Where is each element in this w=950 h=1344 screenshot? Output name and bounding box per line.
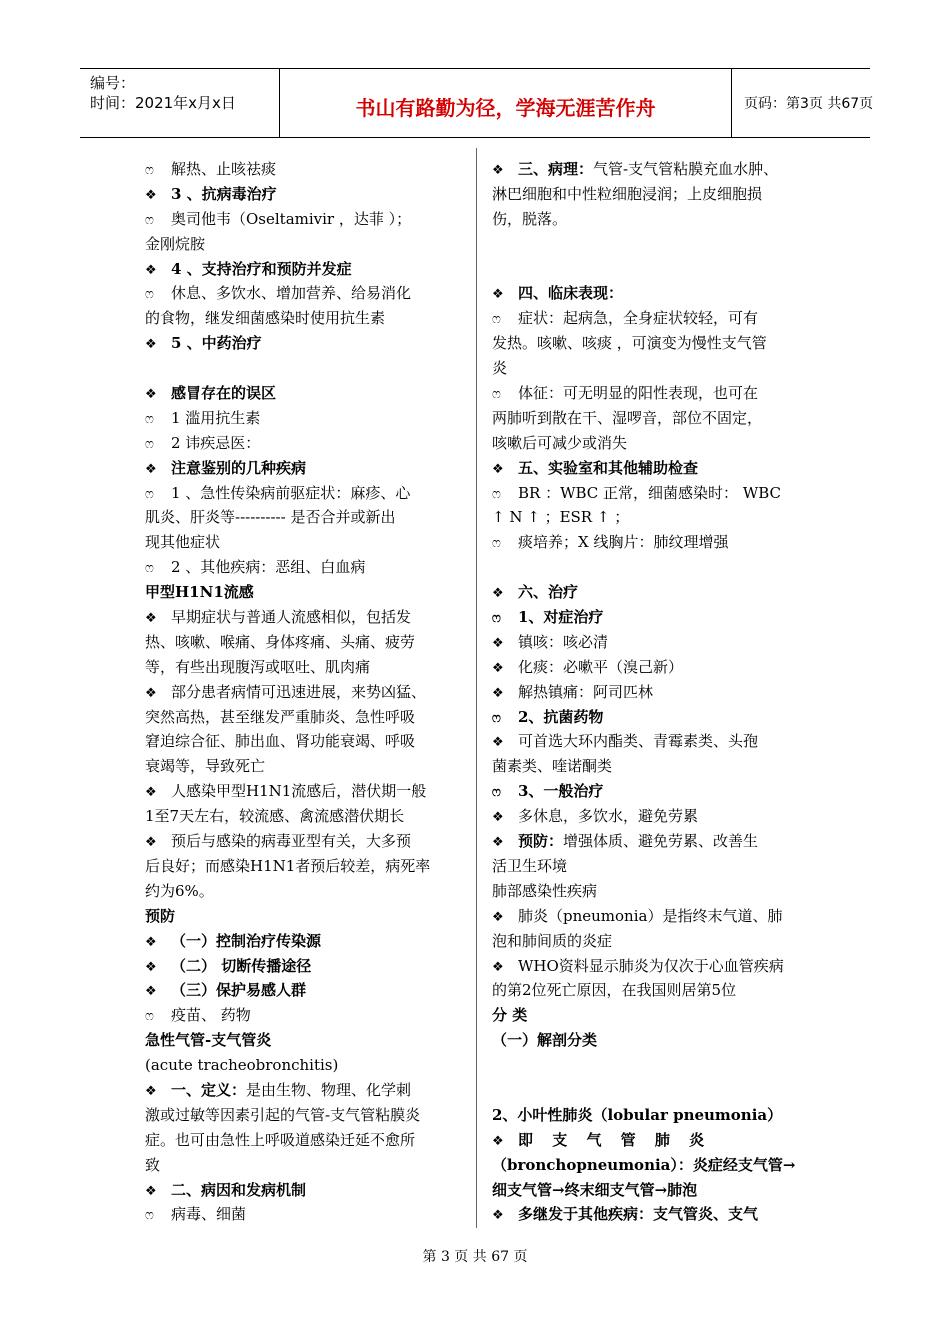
- text-line: 化痰：必嗽平（溴己新）: [518, 657, 684, 676]
- text-line: 体征：可无明显的阳性表现，也可在: [518, 384, 759, 403]
- text-line: (acute tracheobronchitis): [145, 1056, 339, 1075]
- section-heading: （一）解剖分类: [492, 1031, 598, 1050]
- text-line: 症状：起病急，全身症状较轻，可有: [518, 309, 759, 328]
- text-line: 气管-支气管粘膜充血水肿、: [593, 160, 779, 178]
- text-line: 现其他症状: [145, 533, 221, 552]
- section-heading: 二、病因和发病机制: [171, 1180, 307, 1199]
- diamond-bullet-icon: ❖: [145, 611, 157, 627]
- section-heading: 2、抗菌药物: [518, 707, 604, 726]
- swirl-bullet-icon: ෆ: [145, 163, 154, 178]
- term-label: 预防：: [518, 832, 564, 851]
- section-heading: 注意鉴别的几种疾病: [171, 458, 307, 477]
- swirl-bullet-icon: ෆ: [492, 785, 501, 801]
- text-line: 预后与感染的病毒亚型有关，大多预: [171, 832, 412, 851]
- diamond-bullet-icon: ❖: [492, 909, 504, 925]
- text-line: 肺炎（pneumonia）是指终末气道、肺: [518, 906, 783, 925]
- diamond-bullet-icon: ❖: [492, 810, 504, 826]
- section-heading: 2、小叶性肺炎（lobular pneumonia）: [492, 1105, 783, 1124]
- swirl-bullet-icon: ෆ: [492, 312, 501, 328]
- section-heading: 1、对症治疗: [518, 608, 604, 627]
- text-line: 疫苗、 药物: [171, 1006, 251, 1025]
- swirl-bullet-icon: ෆ: [145, 1208, 154, 1224]
- text-line: 肌炎、肝炎等---------- 是否合并或新出: [145, 508, 396, 527]
- text-line: （bronchopneumonia）：炎症经支气管→: [492, 1155, 796, 1174]
- section-heading: （三）保护易感人群: [171, 981, 307, 1000]
- swirl-bullet-icon: ෆ: [492, 611, 501, 627]
- right-column: [492, 157, 812, 1227]
- text-line: 休息、多饮水、增加营养、给易消化: [171, 284, 412, 303]
- diamond-bullet-icon: ❖: [145, 262, 157, 278]
- diamond-bullet-icon: ❖: [145, 1183, 157, 1199]
- diamond-bullet-icon: ❖: [492, 959, 504, 975]
- doc-number: 编号：: [90, 74, 136, 92]
- text-line: 后良好；而感染H1N1者预后较差，病死率: [145, 856, 431, 875]
- text-line: 2 讳疾忌医：: [171, 433, 261, 452]
- text-line: 解热镇痛：阿司匹林: [518, 682, 654, 701]
- diamond-bullet-icon: ❖: [145, 785, 157, 801]
- text-line: 等，有些出现腹泻或呕吐、肌肉痛: [145, 657, 371, 676]
- text-line: 1 滥用抗生素: [171, 408, 261, 427]
- text-line: 泡和肺间质的炎症: [492, 931, 613, 950]
- diamond-bullet-icon: ❖: [492, 287, 504, 303]
- text-line: 衰竭等，导致死亡: [145, 757, 266, 776]
- section-heading: （二） 切断传播途径: [171, 956, 312, 975]
- text-line: WHO资料显示肺炎为仅次于心血管疾病: [518, 956, 784, 975]
- text-line: 奥司他韦（Oseltamivir ，达菲 ）；: [171, 209, 412, 228]
- section-heading: 5 、中药治疗: [171, 334, 262, 353]
- diamond-bullet-icon: ❖: [492, 1208, 504, 1224]
- diamond-bullet-icon: ❖: [492, 660, 504, 676]
- term-label: 一、定义：: [171, 1080, 247, 1099]
- text-line: 淋巴细胞和中性粒细胞浸润；上皮细胞损: [492, 184, 763, 203]
- text-line: 激或过敏等因素引起的气管-支气管粘膜炎: [145, 1105, 421, 1124]
- section-heading: 3 、抗病毒治疗: [171, 184, 277, 203]
- diamond-bullet-icon: ❖: [145, 337, 157, 353]
- section-heading: 甲型H1N1流感: [145, 583, 254, 602]
- section-heading: 预防: [145, 906, 176, 925]
- diamond-bullet-icon: ❖: [145, 187, 157, 203]
- text-line: 突然高热，甚至继发严重肺炎、急性呼吸: [145, 707, 416, 726]
- diamond-bullet-icon: ❖: [492, 1133, 504, 1149]
- text-line: 可首选大环内酯类、青霉素类、头孢: [518, 732, 759, 751]
- term-label: 三、病理：: [518, 160, 594, 178]
- diamond-bullet-icon: ❖: [492, 586, 504, 602]
- section-heading: 即 支 气 管 肺 炎: [518, 1130, 705, 1149]
- header-page-info: 页码：第3页 共67页: [744, 96, 874, 112]
- swirl-bullet-icon: ෆ: [145, 486, 154, 502]
- section-heading: 3、一般治疗: [518, 782, 604, 801]
- swirl-bullet-icon: ෆ: [145, 1009, 154, 1025]
- text-line: 肺部感染性疾病: [492, 881, 598, 900]
- text-line: 伤，脱落。: [492, 209, 568, 228]
- text-line: 早期症状与普通人流感相似，包括发: [171, 608, 412, 627]
- text-line: 人感染甲型H1N1流感后，潜伏期一般: [171, 782, 427, 801]
- swirl-bullet-icon: ෆ: [492, 486, 501, 502]
- text-line: 病毒、细菌: [171, 1205, 247, 1224]
- diamond-bullet-icon: ❖: [145, 959, 157, 975]
- text-line: 增强体质、避免劳累、改善生: [563, 832, 759, 851]
- text-line: 的食物，继发细菌感染时使用抗生素: [145, 309, 386, 328]
- diamond-bullet-icon: ❖: [145, 685, 157, 701]
- text-line: 两肺听到散在干、湿啰音，部位不固定，: [492, 408, 763, 427]
- text-line: 是由生物、物理、化学刺: [246, 1080, 412, 1099]
- section-heading: 感冒存在的误区: [171, 384, 277, 403]
- text-line: 炎: [492, 359, 508, 378]
- diamond-bullet-icon: ❖: [145, 934, 157, 950]
- text-line: 约为6%。: [145, 881, 214, 900]
- text-line: 咳嗽后可减少或消失: [492, 433, 628, 452]
- diamond-bullet-icon: ❖: [145, 1083, 157, 1099]
- text-line: 症。也可由急性上呼吸道感染迁延不愈所: [145, 1130, 416, 1149]
- text-line: 2 、其他疾病：恶组、白血病: [171, 558, 366, 577]
- text-line: ↑ N ↑ ；ESR ↑ ；: [492, 508, 630, 527]
- section-heading: 五、实验室和其他辅助检查: [518, 458, 699, 477]
- text-line: 热、咳嗽、喉痛、身体疼痛、头痛、疲劳: [145, 632, 416, 651]
- text-line: 解热、止咳祛痰: [171, 160, 277, 178]
- section-heading: 急性气管-支气管炎: [145, 1031, 272, 1050]
- column-divider: [476, 148, 477, 1228]
- diamond-bullet-icon: ❖: [145, 387, 157, 403]
- swirl-bullet-icon: ෆ: [145, 287, 154, 303]
- section-heading: 六、治疗: [518, 583, 579, 602]
- header-motto: 书山有路勤为径，学海无涯苦作舟: [280, 69, 732, 137]
- text-line: 金刚烷胺: [145, 234, 206, 253]
- left-column: [145, 157, 463, 1227]
- text-line: 1至7天左右，较流感、禽流感潜伏期长: [145, 807, 405, 826]
- diamond-bullet-icon: ❖: [492, 635, 504, 651]
- section-heading: （一）控制治疗传染源: [171, 931, 322, 950]
- diamond-bullet-icon: ❖: [145, 461, 157, 477]
- section-heading: 4 、支持治疗和预防并发症: [171, 259, 352, 278]
- text-line: BR ：WBC 正常，细菌感染时： WBC: [518, 483, 782, 502]
- text-line: 菌素类、喹诺酮类: [492, 757, 613, 776]
- header-meta: [80, 69, 280, 137]
- diamond-bullet-icon: ❖: [492, 685, 504, 701]
- text-line: 致: [145, 1155, 161, 1174]
- text-line: 1 、急性传染病前驱症状：麻疹、心: [171, 483, 411, 502]
- text-line: 发热。咳嗽、咳痰 ，可演变为慢性支气管: [492, 334, 767, 353]
- swirl-bullet-icon: ෆ: [145, 411, 154, 427]
- diamond-bullet-icon: ❖: [492, 735, 504, 751]
- swirl-bullet-icon: ෆ: [145, 436, 154, 452]
- text-line: 多休息，多饮水，避免劳累: [518, 807, 699, 826]
- swirl-bullet-icon: ෆ: [492, 710, 501, 726]
- text-line: 细支气管→终末细支气管→肺泡: [492, 1180, 698, 1199]
- text-line: 镇咳：咳必清: [518, 632, 609, 651]
- doc-date: 时间：2021年x月x日: [90, 94, 236, 112]
- text-line: 多继发于其他疾病：支气管炎、支气: [518, 1205, 759, 1224]
- diamond-bullet-icon: ❖: [145, 984, 157, 1000]
- text-line: 部分患者病情可迅速进展，来势凶猛、: [171, 682, 427, 701]
- swirl-bullet-icon: ෆ: [145, 212, 154, 228]
- swirl-bullet-icon: ෆ: [145, 561, 154, 577]
- section-heading: 四、临床表现：: [518, 284, 624, 303]
- page-header: [80, 68, 874, 138]
- diamond-bullet-icon: ❖: [492, 835, 504, 851]
- section-heading: 分 类: [492, 1006, 528, 1025]
- swirl-bullet-icon: ෆ: [492, 387, 501, 403]
- text-line: 窘迫综合征、肺出血、肾功能衰竭、呼吸: [145, 732, 416, 751]
- diamond-bullet-icon: ❖: [492, 461, 504, 477]
- text-line: 的第2位死亡原因，在我国则居第5位: [492, 981, 737, 1000]
- text-line: 痰培养；X 线胸片：肺纹理增强: [518, 533, 729, 552]
- diamond-bullet-icon: ❖: [145, 835, 157, 851]
- text-line: 活卫生环境: [492, 856, 568, 875]
- diamond-bullet-icon: ❖: [492, 163, 504, 178]
- swirl-bullet-icon: ෆ: [492, 536, 501, 552]
- page-footer: 第 3 页 共 67 页: [422, 1249, 528, 1265]
